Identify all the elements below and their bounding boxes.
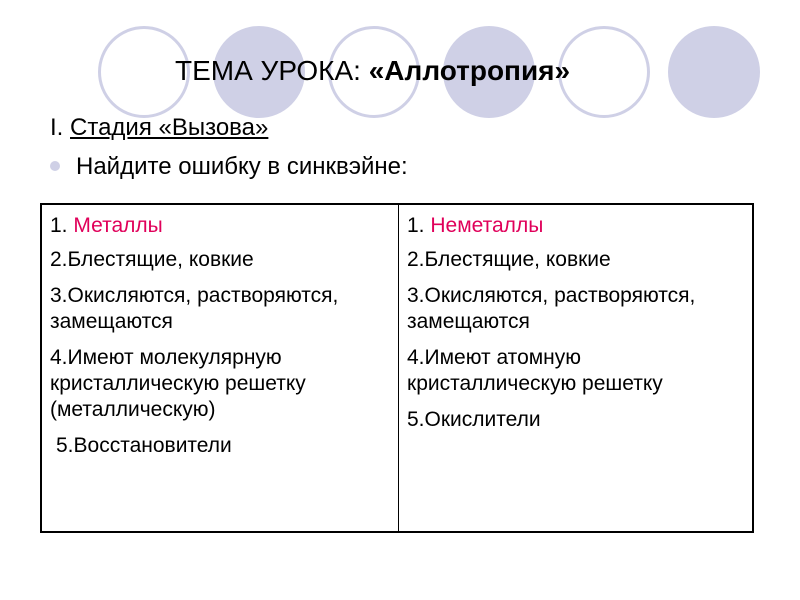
task-bullet	[50, 153, 408, 181]
metals-head-number: 1.	[50, 214, 74, 237]
nonmetals-row-3: 3.Окисляются, растворяются, замещаются	[407, 284, 696, 333]
bullet-dot-icon	[50, 161, 60, 171]
title-prefix: ТЕМА УРОКА:	[175, 55, 369, 86]
stage-number: I.	[50, 114, 71, 141]
nonmetals-head-number: 1.	[407, 214, 431, 237]
metals-row-2: 2.Блестящие, ковкие	[50, 248, 254, 271]
nonmetals-row-5: 5.Окислители	[407, 408, 541, 431]
metals-row-3: 3.Окисляются, растворяются, замещаются	[50, 284, 339, 333]
metals-row-4: 4.Имеют молекулярную кристаллическую решетку (металлическую)	[50, 346, 306, 421]
slide-title	[175, 55, 570, 87]
nonmetals-row-1	[407, 213, 746, 239]
task-text: Найдите ошибку в синквэйне:	[76, 153, 408, 180]
metals-row-5: 5.Восстановители	[56, 434, 232, 457]
nonmetals-head-word: Неметаллы	[430, 214, 544, 237]
stage-name: Стадия «Вызова»	[70, 114, 269, 141]
stage-heading	[50, 114, 268, 142]
decor-circle-6	[668, 26, 760, 118]
metals-head-word: Металлы	[73, 214, 163, 237]
nonmetals-row-4: 4.Имеют атомную кристаллическую решетку	[407, 346, 663, 395]
metals-column	[42, 205, 399, 531]
nonmetals-row-2: 2.Блестящие, ковкие	[407, 248, 611, 271]
decor-circle-5	[558, 26, 650, 118]
nonmetals-column	[399, 205, 752, 531]
title-topic: «Аллотропия»	[368, 55, 571, 86]
cinquain-table	[40, 203, 754, 533]
metals-row-1	[50, 213, 392, 239]
